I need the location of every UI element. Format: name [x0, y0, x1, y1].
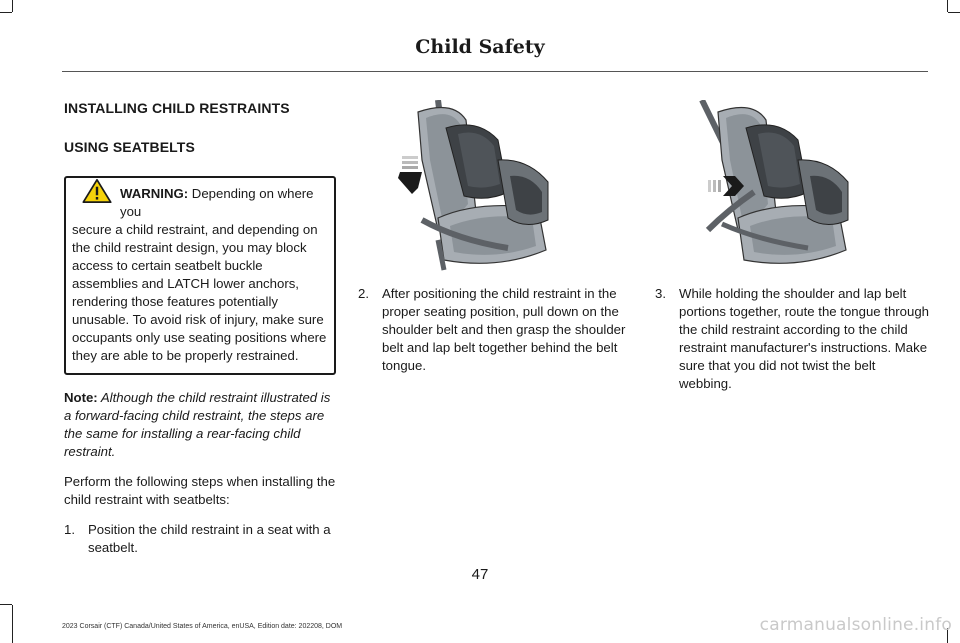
- step-text: Position the child restraint in a seat with a seatbelt.: [88, 522, 331, 555]
- left-column: [64, 98, 336, 557]
- crop-mark: [12, 605, 13, 643]
- crop-mark: [948, 12, 960, 13]
- crop-mark: [0, 12, 12, 13]
- warning-box: [64, 176, 336, 375]
- warning-text-first: Depending on where you: [120, 186, 314, 219]
- step-1: [64, 521, 336, 557]
- crop-mark: [947, 0, 948, 12]
- crop-mark: [12, 0, 13, 12]
- step-number: 3.: [655, 286, 666, 301]
- middle-column: [358, 285, 632, 375]
- warning-triangle-icon: [80, 179, 114, 203]
- page-title: Child Safety: [415, 36, 545, 58]
- child-seat-illustration: [698, 100, 858, 272]
- warning-label: WARNING:: [120, 186, 189, 201]
- section-heading: INSTALLING CHILD RESTRAINTS: [64, 100, 290, 116]
- watermark: carmanualsonline.info: [759, 615, 952, 635]
- step-text: After positioning the child restraint in the proper seating position, pull down on the shoulder belt and then grasp the shoulder belt and lap belt together behind the belt tongue.: [382, 286, 626, 373]
- note: [64, 389, 336, 461]
- step-3: [655, 285, 929, 393]
- note-label: Note:: [64, 390, 98, 405]
- child-seat-illustration: [398, 100, 558, 272]
- note-text: Although the child restraint illustrated is a forward-facing child restraint, the steps are the same for installing a rear-facing child restraint.: [64, 390, 331, 459]
- step-text: While holding the shoulder and lap belt portions together, route the tongue through the child restraint according to the child restraint manufacturer's instructions. Make sure that you did not twist the belt webbing.: [679, 286, 930, 391]
- right-column: [655, 285, 929, 393]
- warning-text: secure a child restraint, and depending on the child restraint design, you may block access to certain seatbelt buckle assemblies and LATCH lower anchors, rendering those features potentially unusable. To avoid risk of injury, make sure occupants only use seating positions where they are able to be properly restrained.: [72, 222, 327, 363]
- crop-mark: [0, 604, 12, 605]
- header-divider: [62, 71, 928, 72]
- step-number: 2.: [358, 286, 369, 301]
- step-number: 1.: [64, 522, 75, 537]
- step-2: [358, 285, 632, 375]
- section-subheading: USING SEATBELTS: [64, 139, 195, 155]
- footer-text: 2023 Corsair (CTF) Canada/United States of America, enUSA, Edition date: 202208, DOM: [62, 623, 343, 630]
- intro-paragraph: Perform the following steps when installing the child restraint with seatbelts:: [64, 474, 336, 507]
- page-number: 47: [471, 566, 489, 583]
